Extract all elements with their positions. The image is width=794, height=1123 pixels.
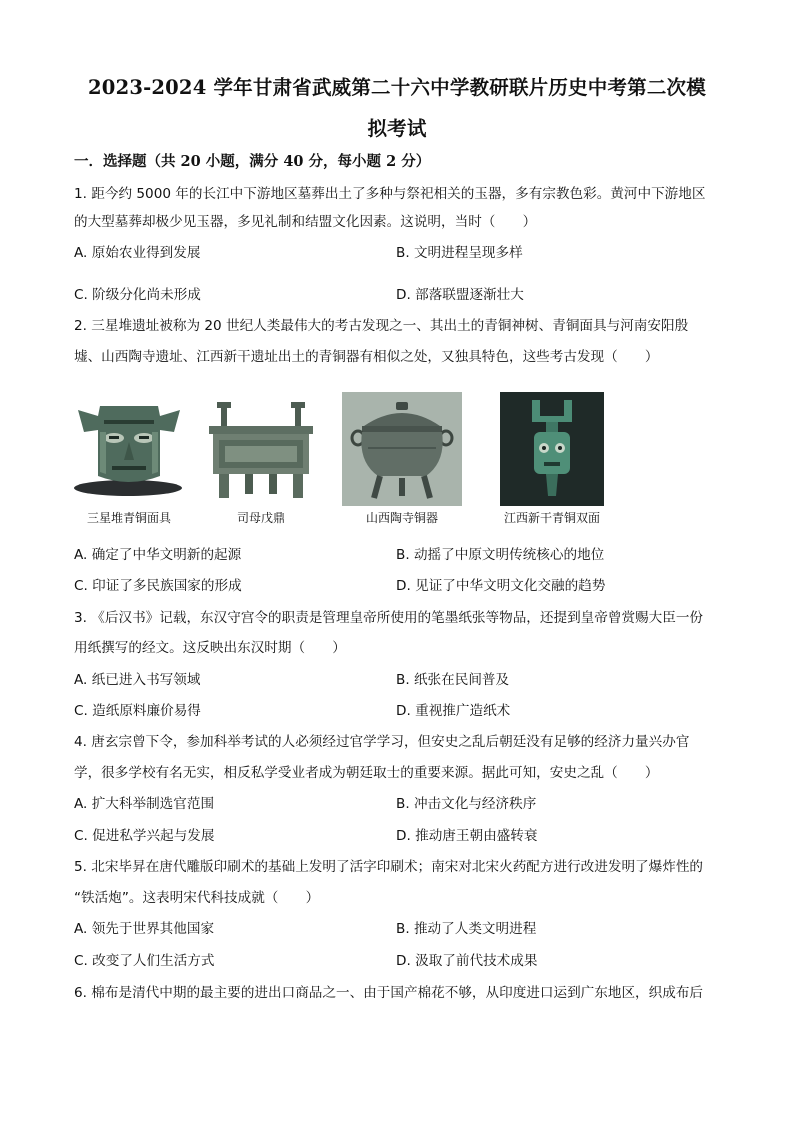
q4-option-b: B. 冲击文化与经济秩序 [396, 796, 537, 812]
q2-line-1: 2. 三星堆遗址被称为 20 世纪人类最伟大的考古发现之一、其出土的青铜神树、青铜面具与河南安阳殷 [74, 318, 689, 334]
q1-option-d: D. 部落联盟逐渐壮大 [396, 287, 524, 303]
figure-caption: 三星堆青铜面具 [86, 511, 171, 525]
q5-option-a: A. 领先于世界其他国家 [74, 921, 215, 937]
q1-option-c: C. 阶级分化尚未形成 [74, 287, 201, 303]
q3-option-a: A. 纸已进入书写领域 [74, 672, 201, 688]
figure-caption: 山西陶寺铜器 [365, 511, 438, 525]
q4-line-2: 学，很多学校有名无实，相反私学受业者成为朝廷取士的重要来源。据此可知，安史之乱（ ） [74, 765, 659, 781]
q3-option-c: C. 造纸原料廉价易得 [74, 703, 201, 719]
bronze-double-face-image [500, 392, 604, 506]
bronze-vessel-image [342, 392, 462, 506]
q3-line-2: 用纸撰写的经文。这反映出东汉时期（ ） [74, 640, 346, 656]
q3-line-1: 3. 《后汉书》记载，东汉守宫令的职责是管理皇帝所使用的笔墨纸张等物品，还提到皇帝曾赏赐大臣一份 [74, 610, 704, 626]
bronze-ding-image [201, 392, 321, 506]
q1-line-1: 1. 距今约 5000 年的长江中下游地区墓葬出土了多种与祭祀相关的玉器，多有宗教色彩。黄河中下游地区 [74, 186, 706, 202]
q5-line-2: “铁活炮”。这表明宋代科技成就（ ） [74, 890, 320, 906]
q6-line-1: 6. 棉布是清代中期的最主要的进出口商品之一、由于国产棉花不够，从印度进口运到广东地区，织成布后 [74, 985, 704, 1001]
q1-line-2: 的大型墓葬却极少见玉器，多见礼制和结盟文化因素。这说明，当时（ ） [74, 214, 537, 230]
figure-caption: 江西新干青铜双面 [503, 511, 600, 525]
figure-caption: 司母戊鼎 [236, 511, 285, 525]
q2-option-b: B. 动摇了中原文明传统核心的地位 [396, 547, 605, 563]
q4-option-c: C. 促进私学兴起与发展 [74, 828, 215, 844]
q1-option-a: A. 原始农业得到发展 [74, 245, 201, 261]
q2-line-2: 墟、山西陶寺遗址、江西新干遗址出土的青铜器有相似之处，又独具特色，这些考古发现（ ） [74, 349, 659, 365]
bronze-mask-image [70, 392, 188, 506]
exam-title-line-2: 拟考试 [367, 117, 427, 140]
q5-line-1: 5. 北宋毕昇在唐代雕版印刷术的基础上发明了活字印刷术；南宋对北宋火药配方进行改进发明了爆炸性的 [74, 859, 704, 875]
q5-option-b: B. 推动了人类文明进程 [396, 921, 537, 937]
q3-option-b: B. 纸张在民间普及 [396, 672, 510, 688]
q4-option-d: D. 推动唐王朝由盛转衰 [396, 828, 538, 844]
q3-option-d: D. 重视推广造纸术 [396, 703, 511, 719]
q4-line-1: 4. 唐玄宗曾下令，参加科举考试的人必须经过官学学习，但安史之乱后朝廷没有足够的经济力量兴办官 [74, 734, 690, 750]
q5-option-d: D. 汲取了前代技术成果 [396, 953, 538, 969]
q4-option-a: A. 扩大科举制选官范围 [74, 796, 215, 812]
q5-option-c: C. 改变了人们生活方式 [74, 953, 215, 969]
figure-sanxingdui-mask [70, 392, 188, 525]
section-heading: 一．选择题（共 20 小题，满分 40 分，每小题 2 分） [74, 153, 431, 170]
q1-option-b: B. 文明进程呈现多样 [396, 245, 523, 261]
figure-simuwu-ding [201, 392, 321, 525]
figure-taosi-bronze [342, 392, 462, 525]
q2-option-c: C. 印证了多民族国家的形成 [74, 578, 242, 594]
q2-option-a: A. 确定了中华文明新的起源 [74, 547, 242, 563]
exam-title-line-1: 2023-2024 学年甘肃省武威第二十六中学教研联片历史中考第二次模 [88, 76, 706, 99]
figure-xingan-bronze [500, 392, 604, 525]
q2-option-d: D. 见证了中华文明文化交融的趋势 [396, 578, 606, 594]
